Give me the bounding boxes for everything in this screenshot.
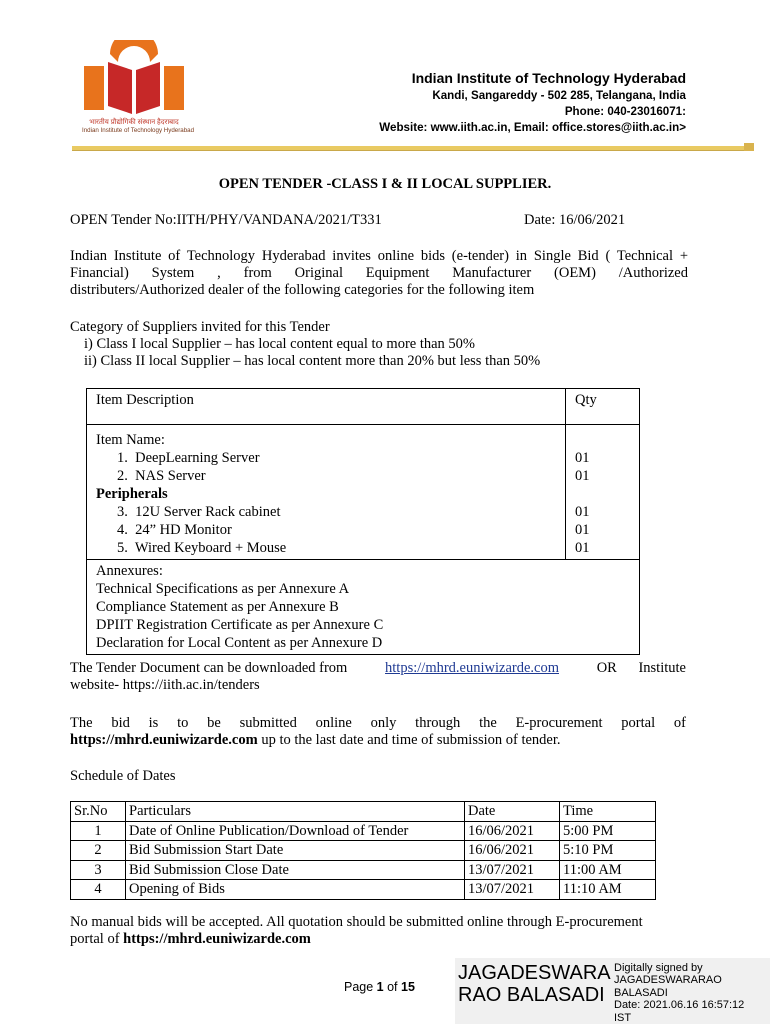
schedule-header-particulars: Particulars — [126, 802, 465, 822]
list-item — [96, 521, 556, 539]
annexure-item: Declaration for Local Content as per Annexure D — [96, 635, 383, 651]
download-text: The Tender Document can be downloaded from — [70, 660, 348, 676]
footer-note — [70, 914, 690, 948]
header-rule-cap — [744, 143, 754, 151]
category-item: ii) Class II local Supplier – has local content more than 20% but less than 50% — [84, 353, 541, 369]
item-name: NAS Server — [135, 468, 206, 484]
institute-contact: Website: www.iith.ac.in, Email: office.stores@iith.ac.in> — [379, 121, 686, 134]
schedule-particulars: Opening of Bids — [126, 880, 465, 900]
schedule-date: 16/06/2021 — [465, 841, 560, 861]
signature-name — [458, 962, 611, 1006]
submission-rest: up to the last date and time of submission of tender. — [257, 732, 561, 748]
submission-line: The bid is to be submitted online only through the E-procurement portal of — [70, 715, 686, 731]
item-qty: 01 — [575, 450, 590, 466]
item-number: 3. — [117, 504, 128, 520]
schedule-srno: 2 — [71, 841, 126, 861]
signature-meta-line: IST — [614, 1011, 632, 1024]
items-cell-description — [87, 425, 566, 560]
list-item — [96, 467, 556, 485]
download-or-institute: OR Institute — [596, 660, 686, 676]
signature-name-line: RAO BALASADI — [458, 984, 605, 1006]
signature-meta-line: Date: 2021.06.16 16:57:12 — [614, 999, 745, 1012]
schedule-heading: Schedule of Dates — [70, 768, 176, 784]
page-current: 1 — [376, 980, 384, 994]
item-name: 24” HD Monitor — [135, 522, 232, 538]
institute-phone: Phone: 040-23016071: — [564, 105, 686, 118]
schedule-header-time: Time — [560, 802, 656, 822]
intro-line: distributers/Authorized dealer of the following categories for the following item — [70, 282, 535, 298]
schedule-particulars: Bid Submission Start Date — [126, 841, 465, 861]
table-row — [71, 860, 656, 880]
euniwizarde-link[interactable]: https://mhrd.euniwizarde.com — [385, 660, 559, 676]
header-rule — [72, 146, 754, 151]
peripherals-label: Peripherals — [96, 486, 168, 502]
document-title: OPEN TENDER -CLASS I & II LOCAL SUPPLIER. — [218, 176, 552, 192]
schedule-time: 11:10 AM — [560, 880, 656, 900]
item-qty: 01 — [575, 468, 590, 484]
institute-website: website- https://iith.ac.in/tenders — [70, 677, 260, 693]
items-table — [86, 388, 640, 655]
signature-meta-line: JAGADESWARARAO — [614, 974, 722, 987]
item-qty: 01 — [575, 540, 590, 556]
schedule-particulars: Date of Online Publication/Download of Tender — [126, 821, 465, 841]
item-qty: 01 — [575, 522, 590, 538]
items-cell-qty — [566, 425, 640, 560]
categories-heading: Category of Suppliers invited for this Tender — [70, 319, 330, 335]
item-number: 1. — [117, 450, 128, 466]
item-qty: 01 — [575, 504, 590, 520]
schedule-date: 16/06/2021 — [465, 821, 560, 841]
signature-meta-line: Digitally signed by — [614, 962, 703, 974]
item-name: Wired Keyboard + Mouse — [134, 540, 287, 556]
page-total: 15 — [401, 980, 415, 994]
logo-caption-english: Indian Institute of Technology Hyderabad — [82, 127, 195, 134]
schedule-srno: 4 — [71, 880, 126, 900]
schedule-header-date: Date — [465, 802, 560, 822]
iith-logo-icon — [80, 40, 188, 120]
annexure-item: Compliance Statement as per Annexure B — [96, 599, 339, 615]
signature-name-line: JAGADESWARA — [458, 962, 611, 984]
footer-note-line: No manual bids will be accepted. All quotation should be submitted online through E-procurement — [70, 914, 643, 930]
download-paragraph — [70, 660, 686, 694]
intro-line: Indian Institute of Technology Hyderabad invites online bids (e-tender) in Single Bid ( Technical + — [70, 248, 688, 264]
schedule-srno: 1 — [71, 821, 126, 841]
table-row — [71, 841, 656, 861]
list-item — [96, 539, 556, 557]
annexures-label: Annexures: — [96, 563, 163, 579]
list-item — [96, 503, 556, 521]
institute-name: Indian Institute of Technology Hyderabad — [411, 70, 686, 86]
item-name-label: Item Name: — [96, 432, 165, 448]
item-number: 4. — [117, 522, 128, 538]
portal-url: https://mhrd.euniwizarde.com — [70, 732, 258, 748]
tender-date: Date: 16/06/2021 — [524, 212, 626, 228]
items-header-description: Item Description — [87, 389, 566, 425]
intro-line: Financial) System , from Original Equipment Manufacturer (OEM) /Authorized — [70, 265, 688, 281]
signature-meta — [614, 962, 744, 1024]
schedule-time: 5:00 PM — [560, 821, 656, 841]
schedule-date: 13/07/2021 — [465, 860, 560, 880]
intro-paragraph — [70, 248, 688, 299]
logo-caption-hindi: भारतीय प्रौद्योगिकी संस्थान हैदराबाद — [89, 119, 179, 126]
footer-portal-url: https://mhrd.euniwizarde.com — [123, 931, 311, 947]
annexures-cell — [87, 560, 640, 655]
submission-paragraph — [70, 715, 686, 749]
footer-note-line — [70, 931, 690, 948]
download-line — [70, 660, 686, 677]
schedule-table — [70, 801, 656, 900]
annexure-item: Technical Specifications as per Annexure A — [96, 581, 350, 597]
schedule-header-srno: Sr.No — [71, 802, 126, 822]
item-name: DeepLearning Server — [135, 450, 260, 466]
signature-meta-line: BALASADI — [614, 986, 668, 999]
table-row — [71, 821, 656, 841]
submission-line — [70, 732, 686, 749]
item-number: 5. — [117, 540, 128, 556]
table-row — [71, 880, 656, 900]
schedule-time: 11:00 AM — [560, 860, 656, 880]
schedule-srno: 3 — [71, 860, 126, 880]
page-number — [344, 980, 415, 994]
schedule-time: 5:10 PM — [560, 841, 656, 861]
list-item — [96, 449, 556, 467]
item-name: 12U Server Rack cabinet — [135, 504, 281, 520]
annexure-item: DPIIT Registration Certificate as per Annexure C — [96, 617, 384, 633]
footer-note-prefix: portal of — [70, 931, 124, 947]
items-header-qty: Qty — [566, 389, 640, 425]
page-prefix: Page — [344, 980, 377, 994]
page-of: of — [383, 980, 401, 994]
schedule-date: 13/07/2021 — [465, 880, 560, 900]
item-number: 2. — [117, 468, 128, 484]
institute-address: Kandi, Sangareddy - 502 285, Telangana, India — [432, 89, 686, 102]
schedule-particulars: Bid Submission Close Date — [126, 860, 465, 880]
tender-number: OPEN Tender No:IITH/PHY/VANDANA/2021/T331 — [70, 212, 382, 228]
category-item: i) Class I local Supplier – has local content equal to more than 50% — [84, 336, 475, 352]
